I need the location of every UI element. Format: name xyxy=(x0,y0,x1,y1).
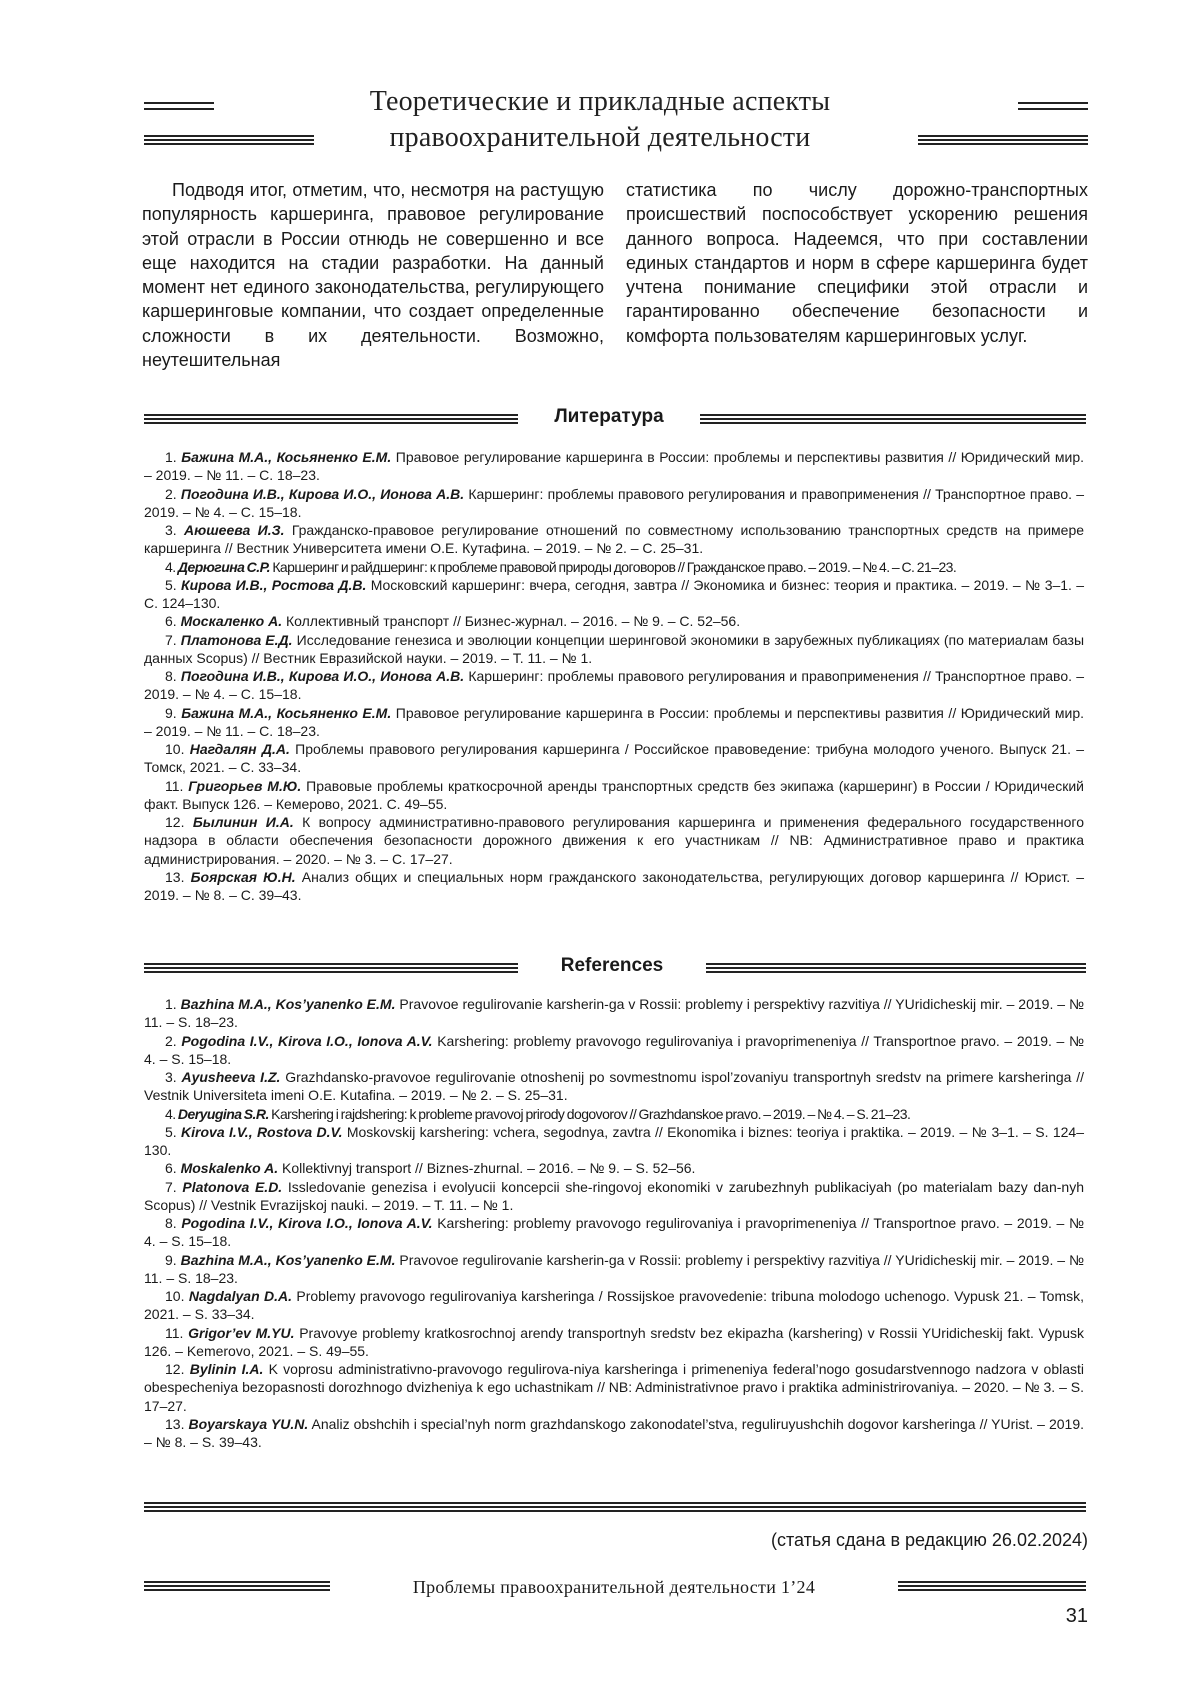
literature-item xyxy=(144,740,1084,777)
reference-item-authors: Platonova E.D. xyxy=(182,1178,283,1195)
reference-item-authors: Ayusheeva I.Z. xyxy=(181,1069,281,1085)
literature-item-text: К вопросу административно-правового регулирования каршеринга и применения федерального государственного надзора в области обеспечения безопасности дорожного движения к его участникам // NB: Административное право и практика администрирования. – 2020. – № 3. – С. 17–27. xyxy=(144,814,1085,867)
reference-item xyxy=(144,1360,1084,1415)
body-column-left xyxy=(142,178,604,372)
reference-item xyxy=(144,1068,1084,1105)
reference-item-text: Pravovye problemy kratkosrochnoj arendy transportnyh sredstv bez ekipazha (karshering) v Rossii YUridicheskij fakt. Vypusk 126. – Kemerovo, 2021. – S. 49–55. xyxy=(144,1324,1084,1359)
closing-rule xyxy=(144,1502,1086,1512)
literature-item-authors: Погодина И.В., Кирова И.О., Ионова А.В. xyxy=(180,485,465,502)
reference-item-number: 6. xyxy=(165,1160,177,1177)
reference-item-authors: Pogodina I.V., Kirova I.O., Ionova A.V. xyxy=(181,1215,433,1231)
literature-item-authors: Бажина М.А., Косьяненко Е.М. xyxy=(181,449,392,465)
reference-item xyxy=(144,1105,1084,1123)
literature-rule-left xyxy=(144,414,518,424)
reference-item-text: Pravovoe regulirovanie karsherin-ga v Rossii: problemy i perspektivy razvitiya // YUridicheskij mir. – 2019. – № 11. – S. 18–23. xyxy=(144,996,1085,1031)
literature-item-authors: Кирова И.В., Ростова Д.В. xyxy=(180,576,367,593)
reference-item-number: 10. xyxy=(165,1288,185,1304)
reference-item xyxy=(144,1123,1084,1160)
literature-item-text: Правовое регулирование каршеринга в России: проблемы и перспективы развития // Юридический мир. – 2019. – № 11. – С. 18–23. xyxy=(144,704,1085,739)
literature-item xyxy=(144,777,1084,814)
header-rule-right-lower xyxy=(918,135,1088,145)
footer-rule-right xyxy=(898,1581,1086,1591)
literature-item-text: Анализ общих и специальных норм гражданского законодательства, регулирующих договор каршеринга // Юрист. – 2019. – № 8. – С. 39–43. xyxy=(144,868,1085,903)
literature-item-authors: Нагдалян Д.А. xyxy=(189,741,290,757)
literature-item-number: 9. xyxy=(165,704,177,721)
reference-item-number: 5. xyxy=(165,1123,177,1140)
reference-item-text: Karshering i rajdshering: k probleme pravovoj prirody dogovorov // Grazhdanskoe pravo. – 2019. – № 4. – S. 21–23. xyxy=(271,1105,911,1122)
literature-item-number: 2. xyxy=(165,485,177,502)
reference-item-number: 7. xyxy=(165,1178,177,1195)
literature-item-authors: Бажина М.А., Косьяненко Е.М. xyxy=(181,704,392,721)
literature-item-text: Гражданско-правовое регулирование отношений по совместному использованию транспортных средств на примере каршеринга // Вестник Университета имени О.Е. Кутафина. – 2019. – № 2. – С. 25–31. xyxy=(144,522,1085,557)
literature-item-number: 12. xyxy=(165,814,185,830)
reference-item-number: 2. xyxy=(165,1032,177,1049)
reference-item-text: Moskovskij karshering: vchera, segodnya, zavtra // Ekonomika i biznes: teoriya i praktika. – 2019. – № 3–1. – S. 124–130. xyxy=(144,1123,1084,1158)
reference-item-authors: Bazhina M.A., Kos’yanenko E.M. xyxy=(180,996,396,1012)
literature-item-number: 10. xyxy=(165,741,185,757)
reference-item xyxy=(144,1287,1084,1324)
literature-item xyxy=(144,612,1084,630)
literature-item-number: 6. xyxy=(165,613,177,630)
reference-item-text: Karshering: problemy pravovogo regulirovaniya i pravoprimeneniya // Transportnoe pravo. – 2019. – № 4. – S. 15–18. xyxy=(144,1032,1084,1067)
reference-item-number: 3. xyxy=(165,1069,177,1085)
reference-item-number: 4. xyxy=(165,1105,176,1122)
literature-item-text: Каршеринг и райдшеринг: к проблеме правовой природы договоров // Гражданское право. – 2019. – № 4. – С. 21–23. xyxy=(272,558,957,575)
literature-item-authors: Боярская Ю.Н. xyxy=(190,868,296,885)
reference-item-authors: Nagdalyan D.A. xyxy=(188,1288,293,1304)
literature-item xyxy=(144,868,1084,905)
literature-item xyxy=(144,485,1084,522)
literature-item-number: 8. xyxy=(165,668,177,684)
reference-item-authors: Bylinin I.A. xyxy=(189,1361,264,1377)
reference-item-text: Problemy pravovogo regulirovaniya karsheringa / Rossijskoe pravovedenie: tribuna molodogo uchenogo. Vypusk 21. – Tomsk, 2021. – S. 33–34. xyxy=(144,1288,1084,1323)
literature-item xyxy=(144,558,1084,576)
literature-title: Литература xyxy=(554,406,664,427)
literature-item xyxy=(144,813,1084,868)
reference-item-text: Analiz obshchih i special’nyh norm grazhdanskogo zakonodatel’stva, reguliruyushchih dogovor karsheringa // YUrist. – 2019. – № 8. – S. 39–43. xyxy=(144,1415,1084,1450)
reference-item-authors: Bazhina M.A., Kos’yanenko E.M. xyxy=(180,1251,396,1268)
literature-rule-right xyxy=(700,414,1086,424)
literature-item-number: 11. xyxy=(165,777,184,794)
literature-item-authors: Былинин И.А. xyxy=(192,814,294,830)
literature-item-number: 7. xyxy=(165,631,177,648)
literature-item-authors: Дерюгина С.Р. xyxy=(177,558,270,575)
references-rule-left xyxy=(144,963,518,973)
literature-item-text: Правовое регулирование каршеринга в России: проблемы и перспективы развития // Юридический мир. – 2019. – № 11. – С. 18–23. xyxy=(144,449,1085,484)
literature-item-authors: Погодина И.В., Кирова И.О., Ионова А.В. xyxy=(180,668,465,684)
running-header-line2: правоохранительной деятельности xyxy=(389,122,811,153)
literature-item xyxy=(144,576,1084,613)
reference-item-text: Grazhdansko-pravovoe regulirovanie otnoshenij po sovmestnomu ispol’zovaniyu transportnyh sredstv na primere karsheringa // Vestnik Universiteta imeni O.E. Kutafina. – 2019. – № 2. – S. 25–31. xyxy=(144,1069,1085,1104)
reference-item-number: 13. xyxy=(165,1415,185,1432)
reference-item-text: Pravovoe regulirovanie karsherin-ga v Rossii: problemy i perspektivy razvitiya // YUridicheskij mir. – 2019. – № 11. – S. 18–23. xyxy=(144,1251,1085,1286)
reference-item-number: 9. xyxy=(165,1251,177,1268)
references-list xyxy=(144,995,1084,1451)
literature-item xyxy=(144,448,1084,485)
body-paragraph-left: Подводя итог, отметим, что, несмотря на растущую популярность каршеринга, правовое регулирование этой отрасли в России отнюдь не совершенно и все еще находится на стадии разработки. На данный момент нет единого законодательства, регулирующего каршеринговые компании, что создает определенные сложности в их деятельности. Возможно, неутешительная xyxy=(142,180,604,371)
literature-item-authors: Москаленко А. xyxy=(180,613,283,630)
literature-item-text: Каршеринг: проблемы правового регулирования и правоприменения // Транспортное право. – 2019. – № 4. – С. 15–18. xyxy=(144,668,1084,703)
header-rule-left-upper xyxy=(144,102,214,110)
reference-item xyxy=(144,1251,1084,1288)
literature-item-authors: Аюшеева И.З. xyxy=(184,522,285,538)
literature-item-text: Московский каршеринг: вчера, сегодня, завтра // Экономика и бизнес: теория и практика. – 2019. – № 3–1. – С. 124–130. xyxy=(144,576,1085,611)
running-header-line1: Теоретические и прикладные аспекты xyxy=(369,86,831,117)
literature-item-authors: Платонова Е.Д. xyxy=(180,631,293,648)
body-column-right xyxy=(626,178,1088,348)
reference-item-authors: Boyarskaya YU.N. xyxy=(188,1415,309,1432)
reference-item-text: Issledovanie genezisa i evolyucii koncepcii she-ringovoj ekonomiki v zarubezhnyh publikaciyah (po materialam bazy dan-nyh Scopus) // Vestnik Evrazijskoj nauki. – 2019. – T. 11. – № 1. xyxy=(144,1178,1084,1213)
reference-item xyxy=(144,995,1084,1032)
body-paragraph-right: статистика по числу дорожно-транспортных происшествий поспособствует ускорению решения данного вопроса. Надеемся, что при составлении единых стандартов и норм в сфере каршеринга будет учтена понимание специфики этой отрасли и гарантированно обеспечение безопасности и комфорта пользователям каршеринговых услуг. xyxy=(626,180,1088,346)
reference-item-authors: Grigor’ev M.YU. xyxy=(188,1324,295,1341)
footer-rule-left xyxy=(144,1581,330,1591)
literature-item xyxy=(144,521,1084,558)
reference-item-number: 11. xyxy=(165,1324,184,1341)
literature-item xyxy=(144,704,1084,741)
reference-item-text: K voprosu administrativno-pravovogo regulirova-niya karsheringa i primeneniya federal’nogo gosudarstvennogo nadzora v oblasti obespecheniya bezopasnosti dorozhnogo dvizheniya k ego uchastnikam // NB: Administrativnoe pravo i praktika administrirovaniya. – 2020. – № 3. – S. 17–27. xyxy=(144,1361,1085,1414)
reference-item-authors: Deryugina S.R. xyxy=(177,1105,269,1122)
header-rule-left-lower xyxy=(144,135,314,145)
references-rule-right xyxy=(706,963,1086,973)
literature-item xyxy=(144,631,1084,668)
page-number: 31 xyxy=(1065,1605,1088,1627)
literature-item-number: 13. xyxy=(165,868,185,885)
literature-item-number: 4. xyxy=(165,558,176,575)
literature-item-text: Каршеринг: проблемы правового регулирования и правоприменения // Транспортное право. – 2019. – № 4. – С. 15–18. xyxy=(144,485,1084,520)
literature-item-number: 1. xyxy=(165,449,177,465)
reference-item-authors: Moskalenko A. xyxy=(180,1160,279,1177)
reference-item xyxy=(144,1159,1084,1177)
literature-item-text: Проблемы правового регулирования каршеринга / Российское правоведение: трибуна молодого ученого. Выпуск 21. – Томск, 2021. – С. 33–34. xyxy=(144,741,1085,776)
literature-item-number: 5. xyxy=(165,576,177,593)
reference-item xyxy=(144,1214,1084,1251)
reference-item xyxy=(144,1415,1084,1452)
literature-item-authors: Григорьев М.Ю. xyxy=(188,777,302,794)
reference-item-authors: Pogodina I.V., Kirova I.O., Ionova A.V. xyxy=(181,1032,433,1049)
literature-list xyxy=(144,448,1084,904)
literature-item-number: 3. xyxy=(165,522,177,538)
reference-item-number: 8. xyxy=(165,1215,177,1231)
literature-item-text: Коллективный транспорт // Бизнес-журнал. – 2016. – № 9. – С. 52–56. xyxy=(286,613,741,630)
reference-item-text: Kollektivnyj transport // Biznes-zhurnal. – 2016. – № 9. – S. 52–56. xyxy=(281,1160,696,1177)
reference-item-text: Karshering: problemy pravovogo regulirovaniya i pravoprimeneniya // Transportnoe pravo. – 2019. – № 4. – S. 15–18. xyxy=(144,1215,1084,1250)
reference-item-authors: Kirova I.V., Rostova D.V. xyxy=(181,1123,343,1140)
reference-item xyxy=(144,1324,1084,1361)
reference-item-number: 1. xyxy=(165,996,177,1012)
literature-item xyxy=(144,667,1084,704)
reference-item xyxy=(144,1178,1084,1215)
references-title: References xyxy=(560,955,664,976)
literature-item-text: Правовые проблемы краткосрочной аренды транспортных средств без экипажа (каршеринг) в России / Юридический факт. Выпуск 126. – Кемерово, 2021. С. 49–55. xyxy=(144,777,1084,812)
literature-item-text: Исследование генезиса и эволюции концепции шеринговой экономики в зарубежных публикациях (по материалам базы данных Scopus) // Вестник Евразийской науки. – 2019. – Т. 11. – № 1. xyxy=(144,631,1085,666)
footer-journal-title: Проблемы правоохранительной деятельности 1’24 xyxy=(412,1577,816,1597)
reference-item-number: 12. xyxy=(165,1361,185,1377)
submission-date-note: (статья сдана в редакцию 26.02.2024) xyxy=(770,1530,1088,1550)
header-rule-right-upper xyxy=(1018,102,1088,110)
reference-item xyxy=(144,1032,1084,1069)
